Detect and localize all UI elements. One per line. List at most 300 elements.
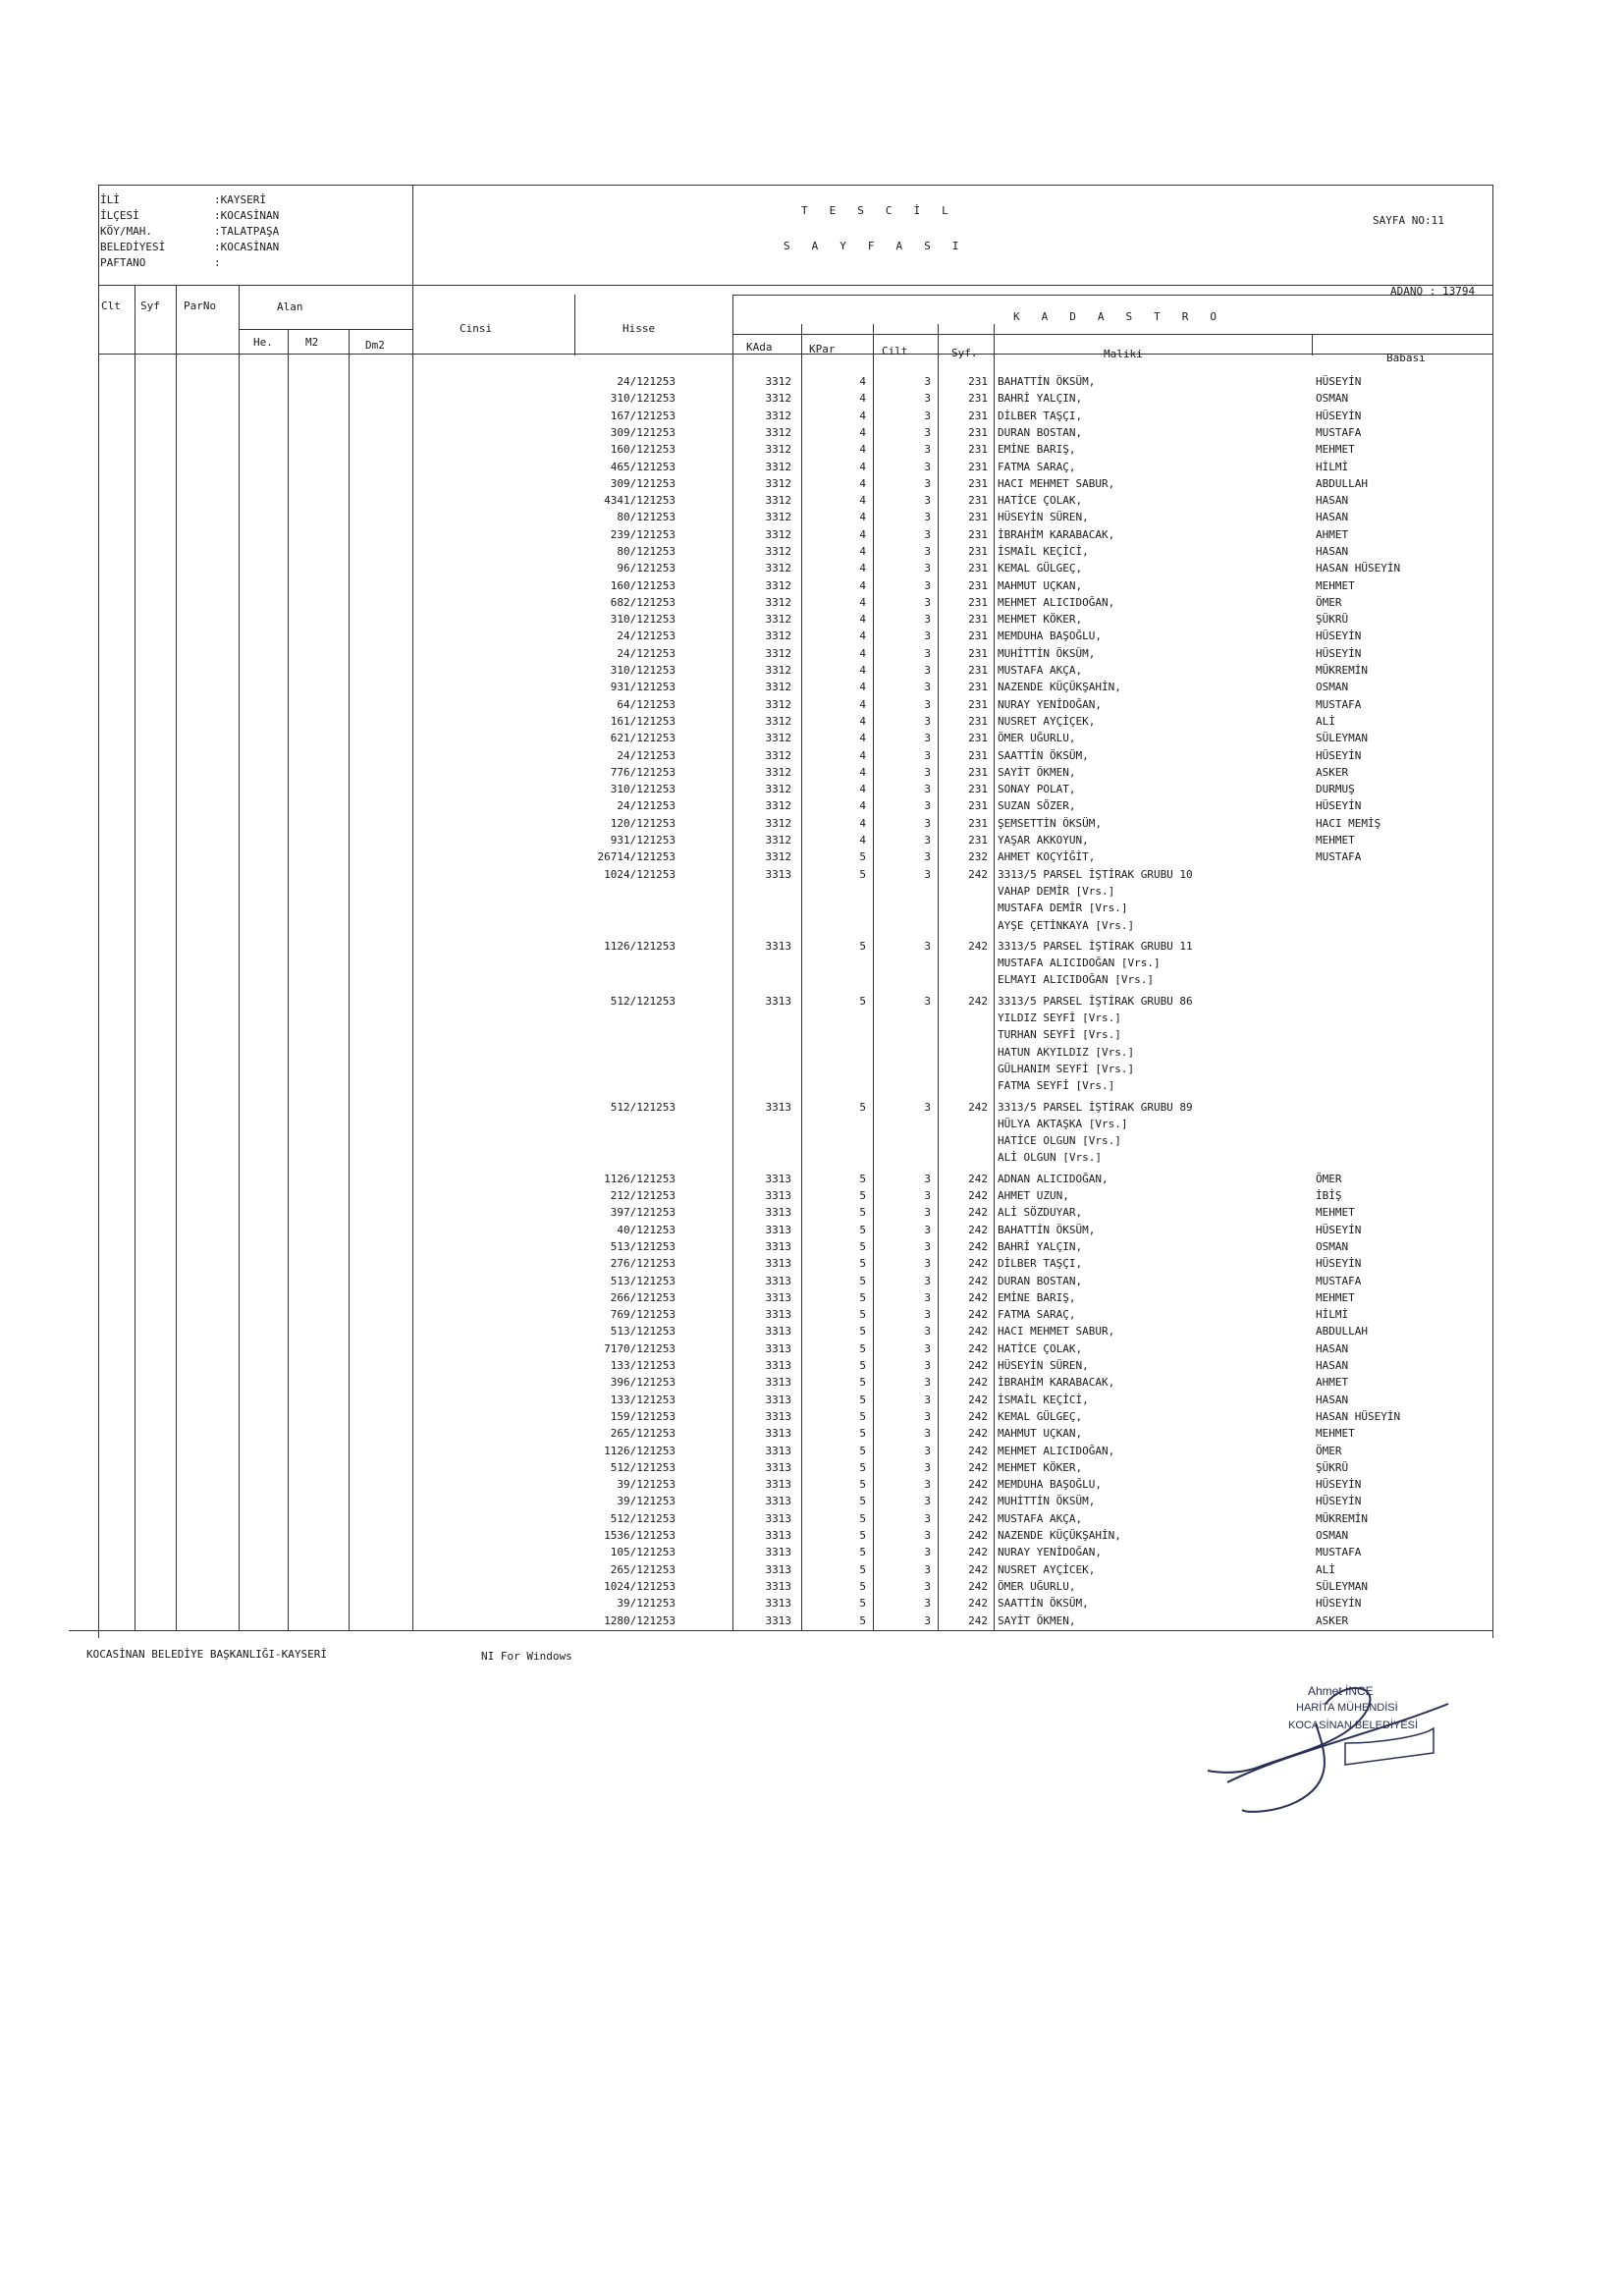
sayfa-cell: 231: [968, 545, 988, 558]
father-cell: ABDULLAH: [1316, 1325, 1368, 1338]
hisse-cell: 24/121253: [617, 799, 676, 812]
hisse-cell: 310/121253: [610, 392, 676, 405]
hisse-cell: 1126/121253: [604, 1445, 676, 1457]
parsel-cell: 4: [859, 511, 866, 523]
hisse-cell: 39/121253: [617, 1495, 676, 1507]
location-value: :TALATPAŞA: [214, 225, 280, 238]
cilt-cell: 3: [924, 940, 931, 953]
sayfa-cell: 231: [968, 596, 988, 609]
ada-cell: 3313: [765, 1580, 791, 1593]
owner-cell: KEMAL GÜLGEÇ,: [998, 562, 1083, 574]
parsel-cell: 5: [859, 1342, 866, 1355]
frame-bottom: [69, 1630, 1492, 1631]
ada-cell: 3312: [765, 783, 791, 795]
parsel-cell: 5: [859, 1275, 866, 1287]
father-cell: MUSTAFA: [1316, 426, 1362, 439]
father-cell: ABDULLAH: [1316, 477, 1368, 490]
sayfa-no: SAYFA NO:11: [1373, 214, 1444, 227]
ada-cell: 3312: [765, 477, 791, 490]
sayfa-cell: 242: [968, 1291, 988, 1304]
col-maliki: Maliki: [1104, 348, 1143, 360]
footer-right: NI For Windows: [481, 1650, 572, 1663]
owner-cell: AHMET UZUN,: [998, 1189, 1069, 1202]
cilt-cell: 3: [924, 629, 931, 642]
hisse-cell: 513/121253: [610, 1240, 676, 1253]
parsel-cell: 4: [859, 629, 866, 642]
sayfa-cell: 242: [968, 1342, 988, 1355]
father-cell: DURMUŞ: [1316, 783, 1355, 795]
parsel-cell: 4: [859, 681, 866, 693]
ada-cell: 3312: [765, 392, 791, 405]
ada-cell: 3313: [765, 1563, 791, 1576]
hisse-cell: 96/121253: [617, 562, 676, 574]
owner-cell: BAHRİ YALÇIN,: [998, 392, 1083, 405]
heir-line: HÜLYA AKTAŞKA [Vrs.]: [998, 1118, 1128, 1130]
parsel-cell: 5: [859, 850, 866, 863]
sayfa-cell: 231: [968, 749, 988, 762]
sayfa-cell: 231: [968, 511, 988, 523]
parsel-cell: 4: [859, 426, 866, 439]
cilt-cell: 3: [924, 426, 931, 439]
parsel-cell: 5: [859, 1461, 866, 1474]
ada-cell: 3313: [765, 1173, 791, 1185]
ada-cell: 3313: [765, 1546, 791, 1558]
ada-cell: 3313: [765, 1342, 791, 1355]
owner-cell: EMİNE BARIŞ,: [998, 443, 1076, 456]
sayfa-cell: 242: [968, 868, 988, 881]
col-sep-maliki: [994, 324, 995, 1630]
sayfa-cell: 242: [968, 1240, 988, 1253]
parsel-cell: 4: [859, 579, 866, 592]
sayfa-cell: 231: [968, 732, 988, 744]
ada-cell: 3312: [765, 647, 791, 660]
parsel-cell: 5: [859, 1308, 866, 1321]
parsel-cell: 4: [859, 461, 866, 473]
cilt-cell: 3: [924, 715, 931, 728]
father-cell: ASKER: [1316, 766, 1349, 779]
cilt-cell: 3: [924, 1376, 931, 1389]
owner-cell: AHMET KOÇYİĞİT,: [998, 850, 1096, 863]
owner-cell: ÖMER UĞURLU,: [998, 732, 1076, 744]
cilt-cell: 3: [924, 1342, 931, 1355]
stamp-name: Ahmet İNCE: [1308, 1684, 1374, 1698]
owner-cell: MEHMET ALICIDOĞAN,: [998, 596, 1115, 609]
col-sep-hisse: [574, 295, 575, 355]
cilt-cell: 3: [924, 562, 931, 574]
ada-cell: 3312: [765, 461, 791, 473]
owner-cell: İBRAHİM KARABACAK,: [998, 1376, 1115, 1389]
col-sep-kpar: [801, 324, 802, 1630]
parsel-cell: 5: [859, 1257, 866, 1270]
father-cell: MÜKREMİN: [1316, 1512, 1368, 1525]
parsel-cell: 4: [859, 477, 866, 490]
hisse-cell: 512/121253: [610, 1101, 676, 1114]
sayfa-cell: 242: [968, 1206, 988, 1219]
owner-cell: HACI MEHMET SABUR,: [998, 477, 1115, 490]
ada-cell: 3313: [765, 1614, 791, 1627]
hisse-cell: 24/121253: [617, 375, 676, 388]
parsel-cell: 5: [859, 1206, 866, 1219]
sayfa-cell: 242: [968, 1495, 988, 1507]
ada-cell: 3313: [765, 868, 791, 881]
father-cell: ASKER: [1316, 1614, 1349, 1627]
ada-cell: 3313: [765, 1189, 791, 1202]
owner-cell: 3313/5 PARSEL İŞTİRAK GRUBU 10: [998, 868, 1193, 881]
hisse-cell: 1126/121253: [604, 1173, 676, 1185]
owner-cell: FATMA SARAÇ,: [998, 1308, 1076, 1321]
parsel-cell: 5: [859, 1529, 866, 1542]
father-cell: HÜSEYİN: [1316, 1478, 1362, 1491]
parsel-cell: 4: [859, 749, 866, 762]
hisse-cell: 1536/121253: [604, 1529, 676, 1542]
owner-cell: SUZAN SÖZER,: [998, 799, 1076, 812]
title-sayfasi: SAYFASI: [784, 240, 981, 252]
ada-no: ADANO : 13794: [1390, 285, 1476, 298]
father-cell: HİLMİ: [1316, 461, 1349, 473]
sayfa-cell: 242: [968, 1410, 988, 1423]
location-value: :: [214, 256, 221, 269]
hisse-cell: 40/121253: [617, 1224, 676, 1236]
sayfa-cell: 231: [968, 461, 988, 473]
parsel-cell: 5: [859, 1410, 866, 1423]
father-cell: HÜSEYİN: [1316, 749, 1362, 762]
ada-cell: 3312: [765, 766, 791, 779]
sayfa-cell: 242: [968, 1546, 988, 1558]
owner-cell: BAHATTİN ÖKSÜM,: [998, 375, 1096, 388]
father-cell: HÜSEYİN: [1316, 410, 1362, 422]
sayfa-cell: 231: [968, 629, 988, 642]
cilt-cell: 3: [924, 1597, 931, 1610]
sayfa-cell: 231: [968, 579, 988, 592]
col-kpar: KPar: [809, 343, 836, 355]
location-label: BELEDİYESİ: [100, 241, 166, 253]
parsel-cell: 4: [859, 766, 866, 779]
owner-cell: NUSRET AYÇİCEK,: [998, 1563, 1096, 1576]
parsel-cell: 5: [859, 1189, 866, 1202]
col-cinsi: Cinsi: [460, 322, 493, 335]
cilt-cell: 3: [924, 1478, 931, 1491]
col-parno: ParNo: [184, 300, 217, 312]
owner-cell: MUSTAFA AKÇA,: [998, 1512, 1083, 1525]
father-cell: HÜSEYİN: [1316, 647, 1362, 660]
owner-cell: SONAY POLAT,: [998, 783, 1076, 795]
hisse-cell: 276/121253: [610, 1257, 676, 1270]
col-alan: Alan: [277, 301, 303, 313]
hisse-cell: 397/121253: [610, 1206, 676, 1219]
sayfa-cell: 242: [968, 1257, 988, 1270]
col-syf2: Syf.: [951, 347, 978, 359]
sayfa-cell: 231: [968, 562, 988, 574]
owner-cell: FATMA SARAÇ,: [998, 461, 1076, 473]
owner-cell: HACI MEHMET SABUR,: [998, 1325, 1115, 1338]
parsel-cell: 4: [859, 545, 866, 558]
owner-cell: DURAN BOSTAN,: [998, 1275, 1083, 1287]
sayfa-cell: 242: [968, 1563, 988, 1576]
owner-cell: SAYİT ÖKMEN,: [998, 766, 1076, 779]
hisse-cell: 26714/121253: [597, 850, 676, 863]
sayfa-cell: 231: [968, 647, 988, 660]
parsel-cell: 5: [859, 1325, 866, 1338]
sayfa-cell: 242: [968, 1597, 988, 1610]
cilt-cell: 3: [924, 477, 931, 490]
owner-cell: 3313/5 PARSEL İŞTİRAK GRUBU 89: [998, 1101, 1193, 1114]
hisse-cell: 621/121253: [610, 732, 676, 744]
ada-cell: 3313: [765, 1291, 791, 1304]
father-cell: HASAN: [1316, 511, 1349, 523]
father-cell: MUSTAFA: [1316, 1275, 1362, 1287]
cilt-cell: 3: [924, 1206, 931, 1219]
hisse-cell: 159/121253: [610, 1410, 676, 1423]
ada-cell: 3313: [765, 1376, 791, 1389]
parsel-cell: 5: [859, 1427, 866, 1440]
cilt-cell: 3: [924, 1529, 931, 1542]
sayfa-cell: 231: [968, 477, 988, 490]
cilt-cell: 3: [924, 1275, 931, 1287]
ada-cell: 3312: [765, 715, 791, 728]
cilt-cell: 3: [924, 511, 931, 523]
father-cell: MEHMET: [1316, 1427, 1355, 1440]
father-cell: AHMET: [1316, 1376, 1349, 1389]
cilt-cell: 3: [924, 766, 931, 779]
col-sep-4: [288, 329, 289, 1630]
cilt-cell: 3: [924, 1410, 931, 1423]
parsel-cell: 4: [859, 799, 866, 812]
cilt-cell: 3: [924, 698, 931, 711]
parsel-cell: 5: [859, 1359, 866, 1372]
frame-colhdr-bottom: [98, 354, 1492, 355]
ada-cell: 3313: [765, 1478, 791, 1491]
hisse-cell: 512/121253: [610, 1512, 676, 1525]
cilt-cell: 3: [924, 1308, 931, 1321]
hisse-cell: 160/121253: [610, 579, 676, 592]
ada-cell: 3312: [765, 681, 791, 693]
ada-cell: 3312: [765, 562, 791, 574]
parsel-cell: 5: [859, 1101, 866, 1114]
sayfa-cell: 231: [968, 698, 988, 711]
ada-cell: 3313: [765, 1308, 791, 1321]
sayfa-cell: 231: [968, 494, 988, 507]
owner-cell: HATİCE ÇOLAK,: [998, 494, 1083, 507]
owner-cell: DİLBER TAŞÇI,: [998, 1257, 1083, 1270]
ada-cell: 3313: [765, 1240, 791, 1253]
parsel-cell: 5: [859, 1445, 866, 1457]
cilt-cell: 3: [924, 1563, 931, 1576]
owner-cell: MEMDUHA BAŞOĞLU,: [998, 629, 1102, 642]
stamp-org: KOCASİNAN BELEDİYESİ: [1288, 1720, 1419, 1731]
cilt-cell: 3: [924, 1461, 931, 1474]
ada-cell: 3313: [765, 1427, 791, 1440]
hisse-cell: 265/121253: [610, 1563, 676, 1576]
sayfa-cell: 231: [968, 766, 988, 779]
heir-line: ELMAYI ALICIDOĞAN [Vrs.]: [998, 973, 1154, 986]
father-cell: ŞÜKRÜ: [1316, 613, 1349, 626]
father-cell: ÖMER: [1316, 596, 1342, 609]
owner-cell: SAYİT ÖKMEN,: [998, 1614, 1076, 1627]
ada-cell: 3313: [765, 995, 791, 1008]
cilt-cell: 3: [924, 681, 931, 693]
parsel-cell: 5: [859, 1512, 866, 1525]
heir-line: HATİCE OLGUN [Vrs.]: [998, 1134, 1121, 1147]
col-he: He.: [253, 336, 273, 349]
parsel-cell: 4: [859, 375, 866, 388]
col-sep-babasi: [1312, 334, 1313, 355]
col-m2: M2: [305, 336, 319, 349]
owner-cell: İBRAHİM KARABACAK,: [998, 528, 1115, 541]
hisse-cell: 513/121253: [610, 1325, 676, 1338]
owner-cell: MEMDUHA BAŞOĞLU,: [998, 1478, 1102, 1491]
parsel-cell: 5: [859, 1495, 866, 1507]
sayfa-cell: 242: [968, 1529, 988, 1542]
ada-cell: 3312: [765, 732, 791, 744]
sayfa-cell: 242: [968, 1376, 988, 1389]
cilt-cell: 3: [924, 1445, 931, 1457]
hisse-cell: 239/121253: [610, 528, 676, 541]
footer-left: KOCASİNAN BELEDİYE BAŞKANLIĞI-KAYSERİ: [86, 1648, 328, 1661]
col-babasi: Babası: [1386, 352, 1426, 364]
owner-cell: MEHMET KÖKER,: [998, 1461, 1083, 1474]
ada-cell: 3312: [765, 817, 791, 830]
sayfa-cell: 231: [968, 783, 988, 795]
owner-cell: SAATTİN ÖKSÜM,: [998, 749, 1089, 762]
hisse-cell: 309/121253: [610, 477, 676, 490]
sayfa-cell: 242: [968, 1173, 988, 1185]
father-cell: ALİ: [1316, 715, 1335, 728]
sayfa-cell: 242: [968, 1359, 988, 1372]
ada-cell: 3313: [765, 1101, 791, 1114]
father-cell: HACI MEMİŞ: [1316, 817, 1381, 830]
sayfa-cell: 231: [968, 613, 988, 626]
ada-cell: 3313: [765, 1529, 791, 1542]
frame-left: [98, 185, 99, 1638]
father-cell: SÜLEYMAN: [1316, 1580, 1368, 1593]
parsel-cell: 4: [859, 596, 866, 609]
frame-top: [98, 185, 1492, 186]
location-label: İLİ: [100, 193, 120, 206]
hisse-cell: 80/121253: [617, 511, 676, 523]
cilt-cell: 3: [924, 834, 931, 847]
owner-cell: HÜSEYİN SÜREN,: [998, 1359, 1089, 1372]
parsel-cell: 4: [859, 392, 866, 405]
owner-cell: MUHİTTİN ÖKSÜM,: [998, 647, 1096, 660]
hisse-cell: 513/121253: [610, 1275, 676, 1287]
father-cell: HÜSEYİN: [1316, 1495, 1362, 1507]
hisse-cell: 39/121253: [617, 1478, 676, 1491]
owner-cell: MAHMUT UÇKAN,: [998, 579, 1083, 592]
father-cell: HÜSEYİN: [1316, 629, 1362, 642]
sayfa-cell: 231: [968, 664, 988, 677]
location-label: PAFTANO: [100, 256, 146, 269]
hisse-cell: 24/121253: [617, 647, 676, 660]
col-sep-5: [349, 329, 350, 1630]
father-cell: OSMAN: [1316, 392, 1349, 405]
hisse-cell: 776/121253: [610, 766, 676, 779]
sayfa-cell: 242: [968, 1512, 988, 1525]
sayfa-cell: 242: [968, 1275, 988, 1287]
sayfa-cell: 242: [968, 995, 988, 1008]
hisse-cell: 396/121253: [610, 1376, 676, 1389]
hisse-cell: 465/121253: [610, 461, 676, 473]
sayfa-cell: 231: [968, 528, 988, 541]
father-cell: ALİ: [1316, 1563, 1335, 1576]
hisse-cell: 310/121253: [610, 664, 676, 677]
hisse-cell: 133/121253: [610, 1394, 676, 1406]
parsel-cell: 4: [859, 410, 866, 422]
owner-cell: NAZENDE KÜÇÜKŞAHİN,: [998, 1529, 1121, 1542]
hisse-cell: 265/121253: [610, 1427, 676, 1440]
father-cell: ŞÜKRÜ: [1316, 1461, 1349, 1474]
hisse-cell: 39/121253: [617, 1597, 676, 1610]
sayfa-cell: 231: [968, 817, 988, 830]
father-cell: HASAN: [1316, 1359, 1349, 1372]
cilt-cell: 3: [924, 494, 931, 507]
col-kada: KAda: [746, 341, 773, 354]
parsel-cell: 4: [859, 494, 866, 507]
sayfa-cell: 242: [968, 1461, 988, 1474]
owner-cell: HÜSEYİN SÜREN,: [998, 511, 1089, 523]
cilt-cell: 3: [924, 749, 931, 762]
ada-cell: 3313: [765, 1257, 791, 1270]
sayfa-cell: 242: [968, 1478, 988, 1491]
cilt-cell: 3: [924, 995, 931, 1008]
owner-cell: MEHMET ALICIDOĞAN,: [998, 1445, 1115, 1457]
father-cell: MUSTAFA: [1316, 850, 1362, 863]
heir-line: TURHAN SEYFİ [Vrs.]: [998, 1028, 1121, 1041]
father-cell: HÜSEYİN: [1316, 375, 1362, 388]
location-label: KÖY/MAH.: [100, 225, 152, 238]
hisse-cell: 167/121253: [610, 410, 676, 422]
father-cell: HASAN: [1316, 1394, 1349, 1406]
ada-cell: 3313: [765, 1495, 791, 1507]
parsel-cell: 5: [859, 1394, 866, 1406]
ada-cell: 3312: [765, 664, 791, 677]
cilt-cell: 3: [924, 1257, 931, 1270]
ada-cell: 3313: [765, 1275, 791, 1287]
hisse-cell: 310/121253: [610, 783, 676, 795]
col-clt: Clt: [101, 300, 121, 312]
signature-stamp: [1198, 1674, 1453, 1822]
parsel-cell: 5: [859, 1546, 866, 1558]
ada-cell: 3312: [765, 850, 791, 863]
hisse-cell: 512/121253: [610, 1461, 676, 1474]
parsel-cell: 5: [859, 1173, 866, 1185]
owner-cell: MEHMET KÖKER,: [998, 613, 1083, 626]
ada-cell: 3312: [765, 698, 791, 711]
father-cell: OSMAN: [1316, 1529, 1349, 1542]
ada-cell: 3313: [765, 1461, 791, 1474]
father-cell: MEHMET: [1316, 579, 1355, 592]
parsel-cell: 4: [859, 647, 866, 660]
sayfa-cell: 231: [968, 681, 988, 693]
owner-cell: SAATTİN ÖKSÜM,: [998, 1597, 1089, 1610]
sayfa-cell: 242: [968, 1614, 988, 1627]
stamp-title: HARİTA MÜHENDİSİ: [1296, 1702, 1398, 1714]
ada-cell: 3312: [765, 375, 791, 388]
ada-cell: 3313: [765, 1224, 791, 1236]
sayfa-cell: 231: [968, 443, 988, 456]
owner-cell: MAHMUT UÇKAN,: [998, 1427, 1083, 1440]
owner-cell: 3313/5 PARSEL İŞTİRAK GRUBU 86: [998, 995, 1193, 1008]
father-cell: ÖMER: [1316, 1173, 1342, 1185]
location-value: :KAYSERİ: [214, 193, 266, 206]
ada-cell: 3312: [765, 596, 791, 609]
owner-cell: YAŞAR AKKOYUN,: [998, 834, 1089, 847]
father-cell: HASAN: [1316, 545, 1349, 558]
cilt-cell: 3: [924, 613, 931, 626]
owner-cell: ŞEMSETTİN ÖKSÜM,: [998, 817, 1102, 830]
father-cell: HASAN HÜSEYİN: [1316, 562, 1401, 574]
cilt-cell: 3: [924, 799, 931, 812]
parsel-cell: 4: [859, 783, 866, 795]
